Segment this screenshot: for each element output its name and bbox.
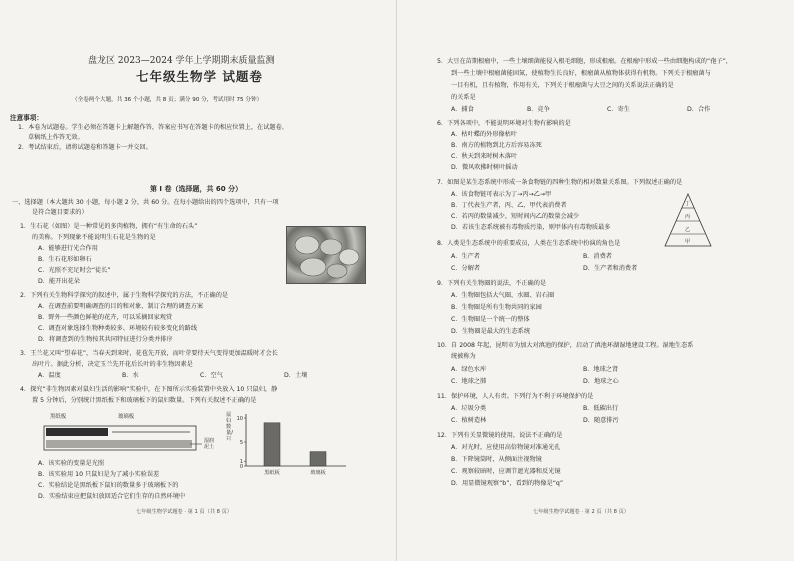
notes-heading: 注意事项： bbox=[10, 114, 43, 122]
pyramid-level-label: 丁 bbox=[685, 201, 691, 207]
option: A．对光时，应使用高倍物镜对准通光孔 bbox=[451, 444, 561, 451]
question-stem: 一目有机，且有植物，作用有关，下列关于根瘤菌与大豆之间的关系说法正确的是 bbox=[451, 82, 674, 89]
exam-title: 盘龙区 2023—2024 学年上学期期末质量监测 bbox=[88, 56, 275, 66]
option: A．在调查前要明确调查的目的和对象，制订合理的调查方案 bbox=[38, 303, 204, 310]
option: D．合作 bbox=[687, 106, 711, 113]
option: D．土壤 bbox=[284, 372, 308, 379]
option: D．用显微镜观察“b”，看到的物像是“q” bbox=[451, 480, 564, 487]
section-intro: 一、选择题（本大题共 30 小题，每小题 2 分，共 60 分。在每小题给出的四个选项中，只有一项 bbox=[12, 199, 279, 206]
question-stem: 7．如图是某生态系统中形成一条食物链的四种生物的相对数量关系图。下列叙述正确的是 bbox=[437, 179, 683, 186]
option: A．该实验的变量是光照 bbox=[38, 460, 105, 467]
y-tick-label: 5 bbox=[239, 440, 243, 446]
question-stem: 10．自 2008 年起，昆明市为加大对滇池的保护，启动了滇池环湖湿地建设工程。湿地生态系 bbox=[437, 342, 694, 349]
question-stem: 11．保护环境，人人有责。下列行为不利于环境保护的是 bbox=[437, 393, 594, 400]
question-stem: 12．下列有关显微镜的使用，说法不正确的是 bbox=[437, 432, 563, 439]
option: C．空气 bbox=[200, 372, 223, 379]
question-stem: 到一些土壤中根瘤菌能固氮，使植物生长良好，根瘤菌从植物体获得有机物。下列关于根瘤菌与 bbox=[451, 70, 711, 77]
option: A．生物圈包括大气圈、水圈、岩石圈 bbox=[451, 292, 555, 299]
part-title: 第 I 卷（选择题，共 60 分） bbox=[150, 185, 243, 193]
question-stem: 3．王兰花又叫“望春花”，当春天到来时，花苞先开放，而叶芽要待天气变得更加温暖时才会长 bbox=[20, 350, 278, 357]
question-stem: 8．人类是生态系统中的重要成员，人类在生态系统中扮演的角色是 bbox=[437, 240, 621, 247]
bar-chart bbox=[234, 410, 364, 480]
option: C．实验结论是黑纸板下鼠妇的数量多于玻璃板下的 bbox=[38, 482, 179, 489]
page-footer: 七年级生物学试题卷 · 第 2 页（共 8 页） bbox=[533, 509, 629, 515]
pyramid-level-label: 乙 bbox=[685, 227, 691, 233]
question-stem: 6．下列各项中，不能说明环境对生物有影响的是 bbox=[437, 120, 571, 127]
chart-bar bbox=[264, 423, 280, 466]
exam-info: （全卷两个大题，共 36 个小题，共 8 页；满分 90 分，考试用时 75 分钟） bbox=[72, 97, 263, 103]
question-stem: 9．下列有关生物圈的说法，不正确的是 bbox=[437, 280, 547, 287]
option: A．生产者 bbox=[451, 253, 480, 260]
option: B．竞争 bbox=[527, 106, 550, 113]
option: D．地球之心 bbox=[583, 378, 619, 385]
option: C．观察较暗时，应调节遮光器和反光镜 bbox=[451, 468, 561, 475]
x-tick-label: 玻璃板 bbox=[310, 470, 326, 476]
option: C．生物圈是一个统一的整体 bbox=[451, 316, 530, 323]
option: C．光照不充足时会“徒长” bbox=[38, 267, 111, 274]
question-stem: 1．生石花（如图）是一种常见的多肉植物，拥有“有生命的石头” bbox=[20, 223, 198, 230]
question-stem: 2．下列有关生物科学探究的叙述中，属于生物科学探究的方法，不正确的是 bbox=[20, 292, 229, 299]
option: D．生物圈是最大的生态系统 bbox=[451, 328, 531, 335]
option: B．南方的植物到北方后容易冻死 bbox=[451, 142, 542, 149]
option: C．地球之肺 bbox=[451, 378, 487, 385]
option: B．下降镜筒时，从侧面注视物镜 bbox=[451, 456, 542, 463]
option: A．绿色水库 bbox=[451, 366, 487, 373]
option: A．捕食 bbox=[451, 106, 474, 113]
option: A．垃圾分类 bbox=[451, 405, 487, 412]
y-tick-label: 10 bbox=[236, 416, 243, 422]
diagram-label-glass: 玻璃板 bbox=[118, 414, 135, 420]
y-tick-label: 0 bbox=[239, 464, 243, 470]
option: D．能开出花朵 bbox=[38, 278, 80, 285]
option: B．消费者 bbox=[583, 253, 612, 260]
option: B．生物圈是所有生物共同的家园 bbox=[451, 304, 542, 311]
option: B．丁代表生产者，丙、乙、甲代表消费者 bbox=[451, 202, 567, 209]
option: B．生石花形如卵石 bbox=[38, 256, 92, 263]
option: B．地球之肾 bbox=[583, 366, 619, 373]
question-stem: 的关系是 bbox=[451, 94, 476, 101]
question-stem: 出叶片。据此分析，决定玉兰先开花后长叶的非生物因素是 bbox=[32, 361, 193, 368]
option: C．调查对象选择生物种类较多、环境较有较多变化的路线 bbox=[38, 325, 198, 332]
option: D．微风吹拂时树叶摇动 bbox=[451, 164, 518, 171]
option: B．低碳出行 bbox=[583, 405, 619, 412]
option: B．野外一些颜色鲜艳的花卉，可以采摘回家观赏 bbox=[38, 314, 173, 321]
diagram-label-dark: 黑纸板 bbox=[50, 414, 67, 420]
option: C．分解者 bbox=[451, 265, 481, 272]
question-stem: 统被称为 bbox=[451, 353, 476, 360]
diagram-label-soil: 湿润 泥土 bbox=[204, 438, 215, 450]
note-line: 草稿纸上作答无效。 bbox=[28, 134, 84, 141]
option: D．若该生态系统被有毒物质污染，则甲体内有毒物质最多 bbox=[451, 224, 611, 231]
page-2 bbox=[397, 0, 794, 561]
exam-subject-title: 七年级生物学 试题卷 bbox=[136, 69, 263, 84]
note-line: 2．考试结束后，请将试题卷和答题卡一并交回。 bbox=[18, 144, 152, 151]
option: D．生产者和消费者 bbox=[583, 265, 638, 272]
question-stem: 4．探究“非生物因素对鼠妇生活的影响”实验中，在下图所示实验装置中央放入 10 只鼠妇，静 bbox=[20, 386, 278, 393]
option: A．能够进行光合作用 bbox=[38, 245, 98, 252]
question-stem: 5．大豆在苗期根瘤中，一些土壤细菌能侵入根毛细胞，形成根瘤。在根瘤中形成一些由细胞构成的“孢子”， bbox=[437, 58, 732, 65]
y-tick-label: 1 bbox=[239, 459, 243, 466]
lithops-photo bbox=[286, 226, 366, 284]
chart-ylabel: 鼠妇数量/只 bbox=[226, 412, 233, 442]
question-stem: 的美称。下列现象不能说明生石花是生物的是 bbox=[32, 234, 156, 241]
option: D．随意排污 bbox=[583, 417, 619, 424]
option: D．实验结束应把鼠妇放回适合它们生存的自然环境中 bbox=[38, 493, 186, 500]
x-tick-label: 黑纸板 bbox=[264, 470, 280, 476]
pyramid-level-label: 甲 bbox=[685, 239, 691, 245]
option: A．枯叶蝶的外形像枯叶 bbox=[451, 131, 518, 138]
section-intro: 是符合题目要求的） bbox=[32, 209, 88, 216]
option: C．若丙的数量减少，短时间内乙的数量会减少 bbox=[451, 213, 580, 220]
option: D．将调查到的生物按其共同特征进行分类并排序 bbox=[38, 336, 173, 343]
option: B．水 bbox=[122, 372, 139, 379]
option: C．寄生 bbox=[607, 106, 630, 113]
page-footer: 七年级生物学试题卷 · 第 1 页（共 8 页） bbox=[136, 509, 232, 515]
pyramid-level-label: 丙 bbox=[685, 214, 691, 220]
question-stem: 置 5 分钟后，分别统计黑纸板下和玻璃板下的鼠妇数量。下列有关叙述不正确的是 bbox=[32, 397, 257, 404]
option: B．该实验用 10 只鼠妇是为了减小实验误差 bbox=[38, 471, 160, 478]
note-line: 1．本卷为试题卷。学生必须在答题卡上解题作答，答案应书写在答题卡的相应位置上，在试题卷、 bbox=[18, 124, 288, 131]
chart-bar bbox=[310, 452, 326, 466]
option: C．植树造林 bbox=[451, 417, 487, 424]
option: A．该食物链可表示为丁→丙→乙→甲 bbox=[451, 191, 552, 198]
option: A．温度 bbox=[38, 372, 61, 379]
option: C．秋天到来时树木落叶 bbox=[451, 153, 518, 160]
